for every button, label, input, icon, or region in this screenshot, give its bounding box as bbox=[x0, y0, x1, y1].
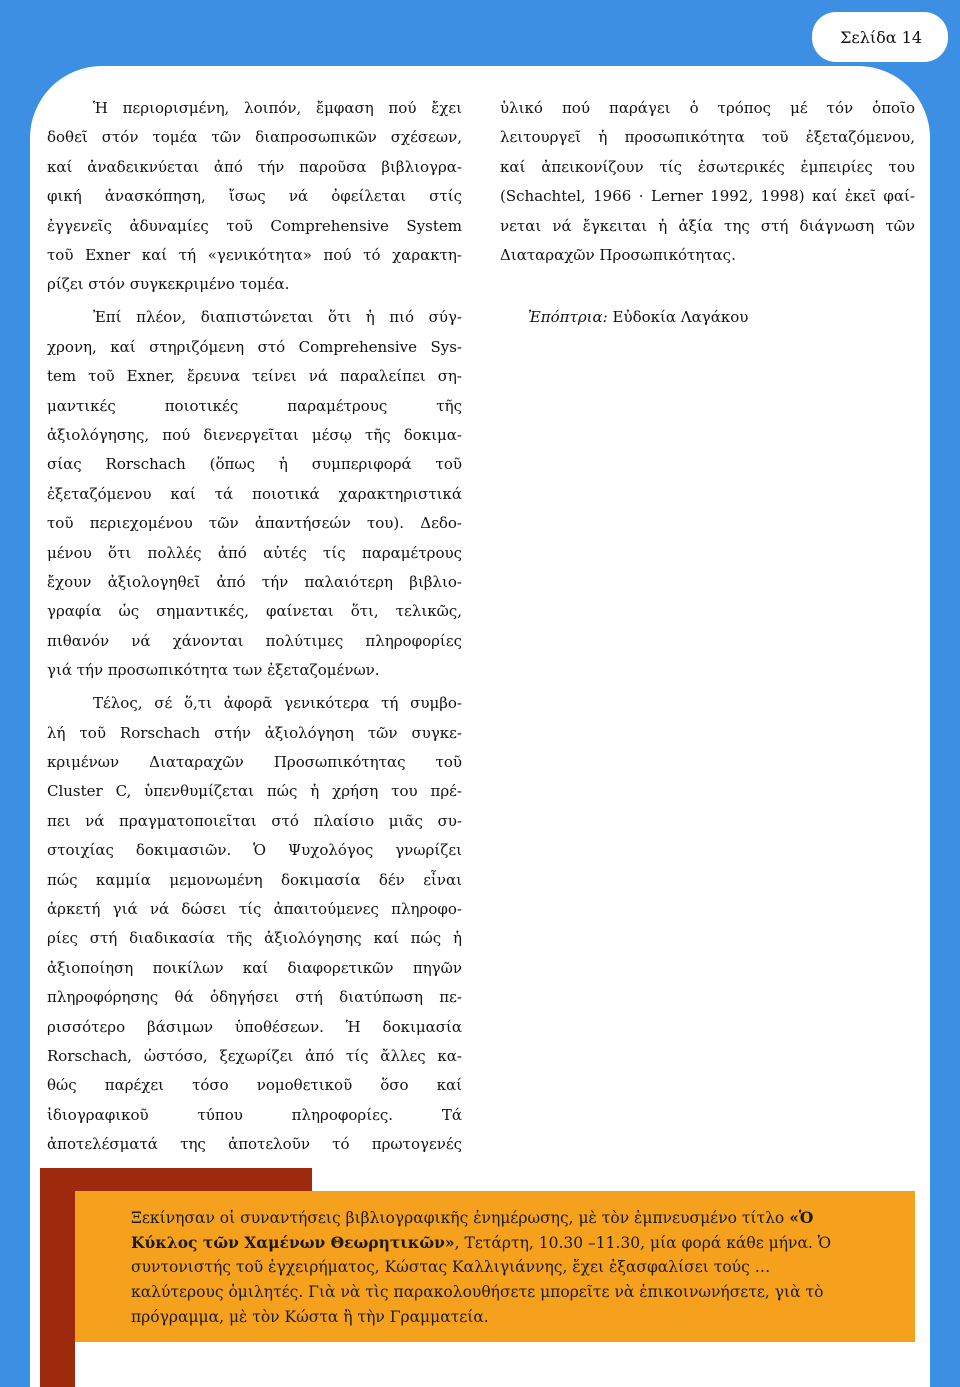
page-number-tab bbox=[812, 12, 948, 62]
text-line: κριμένων Διαταραχῶν Προσωπικότητας τοῦ bbox=[47, 752, 462, 771]
text-line: ρίες στή διαδικασία τῆς ἀξιολόγησης καί πώς ἡ bbox=[47, 929, 462, 948]
text-line: χρονη, καί στηριζόμενη στό Comprehensive Sys- bbox=[47, 337, 462, 356]
text-line: μένου ὅτι πολλές ἀπό αὐτές τίς παραμέτρους bbox=[47, 543, 462, 562]
text-line: μαντικές ποιοτικές παραμέτρους τῆς bbox=[47, 396, 462, 415]
text-line: πει νά πραγματοποιεῖται στό πλαίσιο μιᾶς συ- bbox=[47, 811, 462, 830]
notice-line bbox=[131, 1231, 895, 1256]
text-line: ἀρκετή γιά νά δώσει τίς ἀπαιτούμενες πληροφο- bbox=[47, 899, 462, 918]
text-line: καί ἀπεικονίζουν τίς ἐσωτερικές ἐμπειρίες του bbox=[500, 157, 915, 176]
text-line: τοῦ περιεχομένου τῶν ἀπαντήσεών του). Δεδο- bbox=[47, 514, 462, 533]
text-line: νεται νά ἔγκειται ἡ ἀξία της στή διάγνωση τῶν bbox=[500, 216, 915, 235]
text-line: λή τοῦ Rorschach στήν ἀξιολόγηση τῶν συγκε- bbox=[47, 723, 462, 742]
text-line: ἐξεταζόμενου καί τά ποιοτικά χαρακτηριστικά bbox=[47, 484, 462, 503]
text-line: ἀξιολόγησης, πού διενεργεῖται μέσῳ τῆς δοκιμα- bbox=[47, 425, 462, 444]
notice-text: καλύτερους ὁμιλητές. Γιὰ νὰ τὶς παρακολουθήσετε μπορεῖτε νὰ ἐπικοινωνήσετε, γιὰ τὸ bbox=[131, 1283, 824, 1302]
notice-line bbox=[131, 1255, 895, 1280]
paragraph-rorschach-contribution bbox=[47, 689, 462, 1160]
notice-line bbox=[131, 1206, 895, 1231]
paragraph-continuation bbox=[500, 94, 915, 270]
text-line: φική ἀνασκόπηση, ἴσως νά ὀφείλεται στίς bbox=[47, 187, 462, 206]
text-line: ἐγγενεῖς ἀδυναμίες τοῦ Comprehensive System bbox=[47, 216, 462, 235]
text-line: Ἡ περιορισμένη, λοιπόν, ἔμφαση πού ἔχει bbox=[93, 99, 462, 117]
paragraph-qualitative-parameters bbox=[47, 303, 462, 685]
supervisor-name: Εὐδοκία Λαγάκου bbox=[612, 308, 749, 327]
text-line: (Schachtel, 1966 · Lerner 1992, 1998) καί ἐκεῖ φαί- bbox=[500, 187, 915, 206]
supervisor-credit bbox=[500, 303, 915, 332]
text-line: Τέλος, σέ ὅ,τι ἀφορᾶ γενικότερα τή συμβο- bbox=[93, 694, 462, 713]
notice-text: πρόγραμμα, μὲ τὸν Κώστα ἢ τὴν Γραμματεία. bbox=[131, 1307, 489, 1326]
text-line: ρισσότερο βάσιμων ὑποθέσεων. Ἡ δοκιμασία bbox=[47, 1017, 462, 1036]
text-line: Ἐπί πλέον, διαπιστώνεται ὅτι ἡ πιό σύγ- bbox=[93, 308, 462, 327]
text-line: ἰδιογραφικοῦ τύπου πληροφορίες. Τά bbox=[47, 1105, 462, 1124]
right-column bbox=[500, 94, 915, 333]
text-line: ἔχουν ἀξιολογηθεῖ ἀπό τήν παλαιότερη βιβλιο- bbox=[47, 573, 462, 591]
text-line: πληροφόρησης θά ὁδηγήσει στή διατύπωση πε- bbox=[47, 988, 462, 1007]
text-line: ρίζει στόν συγκεκριμένο τομέα. bbox=[47, 275, 290, 294]
page-number: Σελίδα 14 bbox=[840, 27, 922, 47]
text-line: Διαταραχῶν Προσωπικότητας. bbox=[500, 246, 736, 265]
text-line: τοῦ Exner καί τή «γενικότητα» πού τό χαρακτη- bbox=[47, 246, 462, 265]
text-line: σίας Rorschach (ὅπως ἡ συμπεριφορά τοῦ bbox=[47, 455, 462, 474]
notice-text: , Τετάρτη, 10.30 –11.30, μία φορά κάθε μήνα. Ὁ bbox=[454, 1233, 832, 1252]
paragraph-interpersonal-limits bbox=[47, 94, 462, 300]
notice-text: Ξεκίνησαν οἱ συναντήσεις βιβλιογραφικῆς ἐνημέρωσης, μὲ τὸν ἐμπνευσμένο τίτλο bbox=[131, 1209, 790, 1227]
text-line: καί ἀναδεικνύεται ἀπό τήν παροῦσα βιβλιογρα- bbox=[47, 157, 462, 176]
notice-line bbox=[131, 1305, 895, 1330]
supervisor-role: Ἐπόπτρια: bbox=[528, 308, 608, 327]
text-line: ἀξιοποίηση ποικίλων καί διαφορετικῶν πηγῶν bbox=[47, 958, 462, 977]
text-line: πώς καμμία μεμονωμένη δοκιμασία δέν εἶναι bbox=[47, 870, 462, 889]
text-line: θώς παρέχει τόσο νομοθετικοῦ ὅσο καί bbox=[47, 1076, 462, 1095]
text-line: γραφία ὡς σημαντικές, φαίνεται ὅτι, τελικῶς, bbox=[47, 602, 462, 621]
text-line: στοιχίας δοκιμασιῶν. Ὁ Ψυχολόγος γνωρίζει bbox=[47, 841, 462, 860]
text-line: Cluster C, ὑπενθυμίζεται πώς ἡ χρήση του πρέ- bbox=[47, 782, 462, 801]
left-column bbox=[47, 94, 462, 1163]
notice-text: συντονιστής τοῦ ἐγχειρήματος, Κώστας Καλλιγιάννης, ἔχει ἐξασφαλίσει τούς … bbox=[131, 1258, 771, 1277]
notice-line bbox=[131, 1280, 895, 1305]
text-line: tem τοῦ Exner, ἔρευνα τείνει νά παραλείπει ση- bbox=[47, 367, 462, 386]
notice-accent-bar-top bbox=[40, 1168, 312, 1191]
text-line: ὑλικό πού παράγει ὁ τρόπος μέ τόν ὁποῖο bbox=[500, 99, 915, 117]
text-line: δοθεῖ στόν τομέα τῶν διαπροσωπικῶν σχέσεων, bbox=[47, 128, 462, 147]
text-line: λειτουργεῖ ἡ προσωπικότητα τοῦ ἐξεταζόμενου, bbox=[500, 128, 915, 147]
series-title-start: «Ὁ bbox=[789, 1208, 814, 1227]
text-line: πιθανόν νά χάνονται πολύτιμες πληροφορίες bbox=[47, 631, 462, 650]
text-line: ἀποτελέσματά της ἀποτελοῦν τό πρωτογενές bbox=[47, 1135, 462, 1154]
text-line: Rorschach, ὡστόσο, ξεχωρίζει ἀπό τίς ἄλλες κα- bbox=[47, 1047, 462, 1065]
notice-accent-bar-left bbox=[40, 1168, 75, 1387]
series-title-end: Κύκλος τῶν Χαμένων Θεωρητικῶν» bbox=[131, 1232, 455, 1252]
text-line: γιά τήν προσωπικότητα των ἐξεταζομένων. bbox=[47, 661, 380, 680]
notice-box bbox=[75, 1191, 915, 1342]
